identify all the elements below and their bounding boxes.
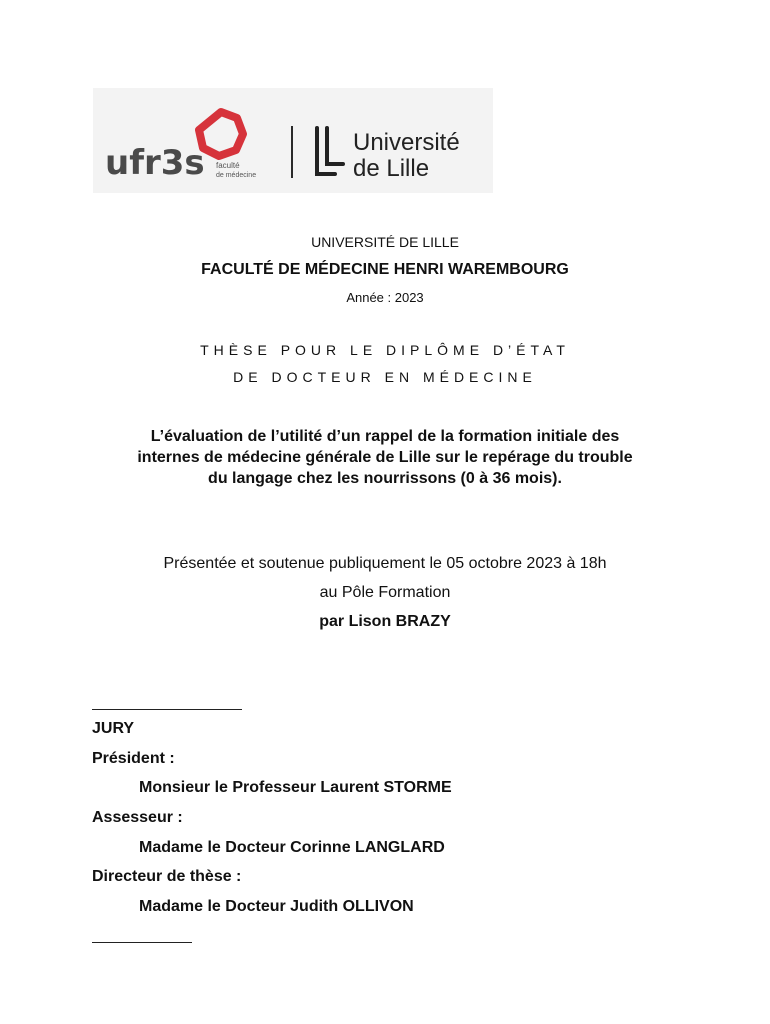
- univ-line1: Université: [353, 129, 460, 156]
- ufr3s-wordmark: ufr3s: [105, 143, 205, 183]
- defense-date: Présentée et soutenue publiquement le 05 octobre 2023 à 18h: [163, 555, 607, 572]
- ul-monogram-icon: [317, 128, 343, 174]
- thesis-title-line: internes de médecine générale de Lille sur le repérage du trouble: [137, 449, 633, 466]
- ufr3s-sub-line1: faculté: [216, 161, 240, 170]
- thesis-title-line: L’évaluation de l’utilité d’un rappel de la formation initiale des: [150, 428, 620, 445]
- ufr3s-heptagon-icon: [199, 112, 243, 156]
- director-name: Madame le Docteur Judith OLLIVON: [139, 898, 414, 915]
- thesis-type-line2: DE DOCTEUR EN MÉDECINE: [233, 369, 537, 385]
- thesis-title: [85, 426, 685, 489]
- univ-line2: de Lille: [353, 155, 430, 182]
- thesis-type-line1: THÈSE POUR LE DIPLÔME D’ÉTAT: [200, 342, 570, 358]
- divider-top: [92, 709, 242, 710]
- thesis-title-line: du langage chez les nourrissons (0 à 36 mois).: [208, 470, 562, 487]
- assessor-label: Assesseur :: [92, 809, 183, 826]
- divider-bottom: [92, 942, 192, 943]
- ufr3s-logo: [103, 106, 263, 186]
- president-label: Président :: [92, 750, 175, 767]
- logo-band: [93, 88, 493, 193]
- president-name: Monsieur le Professeur Laurent STORME: [139, 779, 452, 796]
- logo-divider: [291, 126, 293, 178]
- director-label: Directeur de thèse :: [92, 868, 242, 885]
- year: Année : 2023: [346, 290, 424, 305]
- faculty-name: FACULTÉ DE MÉDECINE HENRI WAREMBOURG: [201, 261, 569, 278]
- author: par Lison BRAZY: [319, 613, 451, 630]
- universite-de-lille-logo: [313, 124, 488, 184]
- assessor-name: Madame le Docteur Corinne LANGLARD: [139, 839, 445, 856]
- jury-heading: JURY: [92, 720, 135, 737]
- ufr3s-sub-line2: de médecine: [216, 172, 257, 179]
- defense-location: au Pôle Formation: [319, 584, 451, 601]
- university-name: UNIVERSITÉ DE LILLE: [311, 234, 459, 250]
